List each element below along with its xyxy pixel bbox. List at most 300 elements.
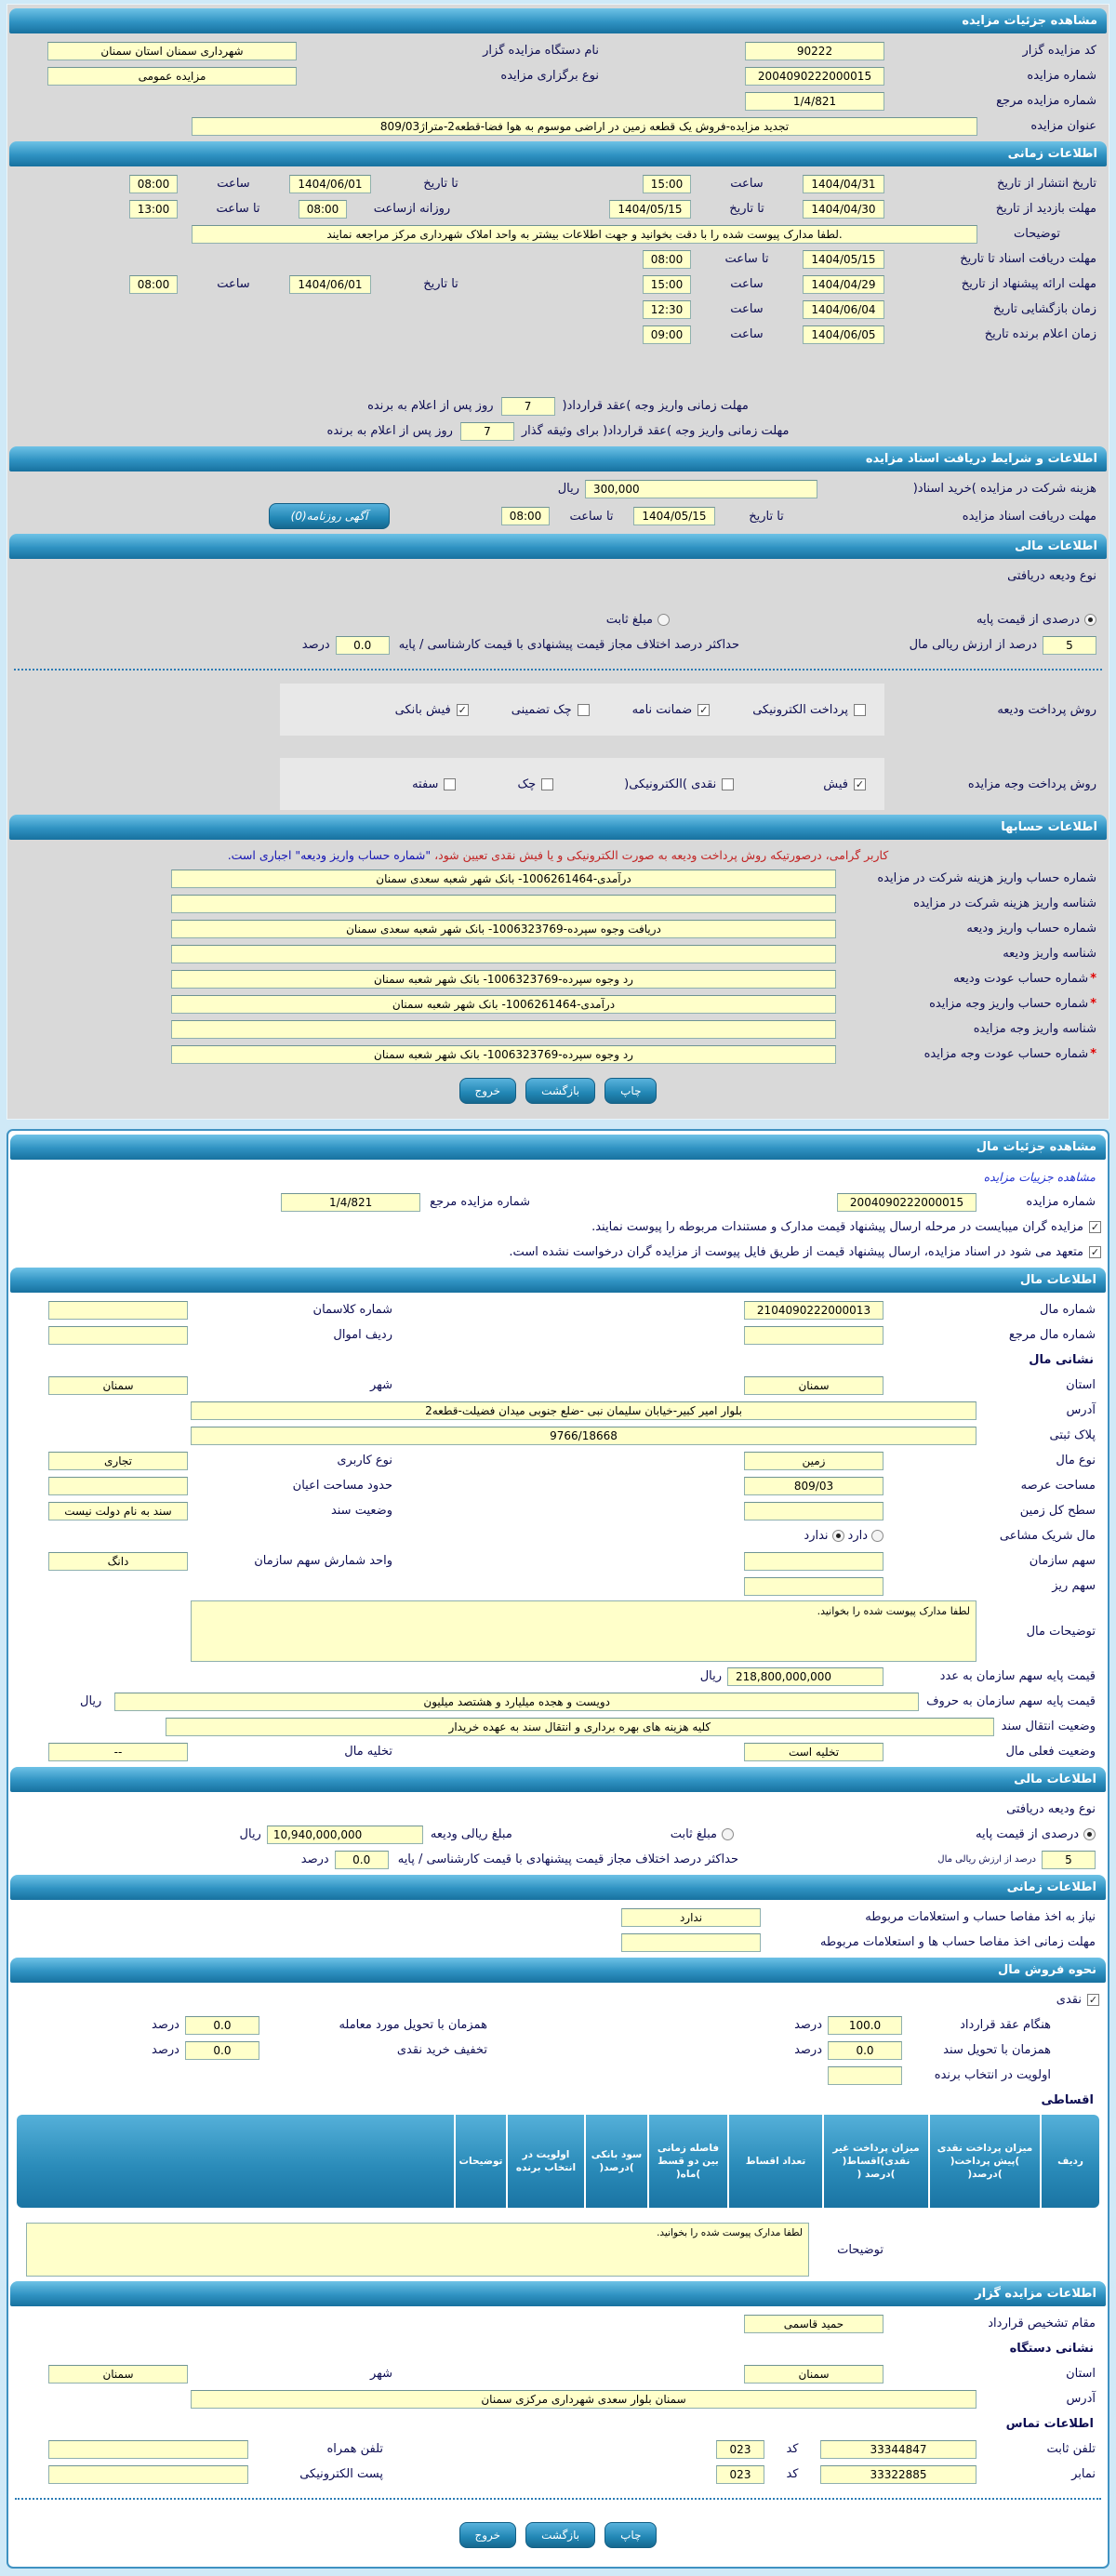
section-title: اطلاعات حسابها bbox=[1001, 820, 1097, 834]
electronic-payment-label: پرداخت الکترونیکی bbox=[752, 702, 848, 717]
org-pair bbox=[20, 42, 599, 60]
docs-receive-date[interactable] bbox=[633, 507, 715, 525]
docs-deadline-date[interactable] bbox=[803, 250, 884, 269]
mobile-input[interactable] bbox=[48, 2440, 248, 2459]
spacer bbox=[8, 737, 1108, 756]
fax-label: نمابر bbox=[1071, 2467, 1096, 2481]
section-title: مشاهده جزئیات مزایده bbox=[962, 14, 1097, 28]
class-number-input[interactable] bbox=[48, 1301, 188, 1320]
publish-to-pair bbox=[129, 175, 511, 193]
row-phone bbox=[9, 2437, 1107, 2462]
print-button[interactable]: چاپ bbox=[604, 1078, 657, 1104]
shared-owner-no-label: ندارد bbox=[804, 1529, 829, 1543]
row-shared-owner bbox=[9, 1523, 1107, 1548]
row-visit bbox=[8, 196, 1108, 221]
row-org-address bbox=[9, 2386, 1107, 2411]
clearance-deadline-label: مهلت زمانی اخذ مفاصا حساب ها و استعلامات مربوطه bbox=[819, 1935, 1096, 1949]
to-hour-label: تا ساعت bbox=[724, 252, 769, 266]
account-row bbox=[8, 891, 1108, 916]
max-diff-input[interactable] bbox=[336, 636, 390, 655]
hour-label: ساعت bbox=[730, 302, 764, 316]
section-header-accounts bbox=[9, 815, 1107, 840]
row-publish bbox=[8, 171, 1108, 196]
promissory-note-checkbox[interactable] bbox=[444, 778, 456, 790]
no-file-offer-text: متعهد می شود در اسناد مزایده، ارسال پیشنهاد قیمت از طریق فایل پیوست از مزایده گران درخواست نشده است. bbox=[509, 1245, 1083, 1259]
auction-type-input[interactable] bbox=[47, 67, 297, 86]
winner-announce-label: زمان اعلام برنده تاریخ bbox=[984, 327, 1096, 341]
fee-deposit-account-label: شماره حساب واریز هزینه شرکت در مزایده bbox=[877, 871, 1096, 885]
exit-button[interactable]: خروج bbox=[459, 1078, 517, 1104]
section-title: اطلاعات مال bbox=[1019, 1273, 1096, 1287]
cash-label: نقدی bbox=[1056, 1993, 1082, 2007]
auction-code-label: کد مزایده گزار bbox=[1022, 44, 1096, 58]
city-label: شهر bbox=[369, 1378, 392, 1392]
section-title: اطلاعات مزایده گزار bbox=[975, 2287, 1096, 2301]
max-diff-label: حداکثر درصد اختلاف مجاز قیمت پیشنهادی با قیمت کارشناسی / پایه bbox=[397, 1852, 738, 1866]
row-timing-desc bbox=[8, 221, 1108, 246]
attachment-required-checkbox[interactable]: ✓ bbox=[1090, 1221, 1100, 1233]
account-row bbox=[8, 966, 1108, 991]
row-sub-share bbox=[9, 1573, 1107, 1599]
fixed-amount-radio[interactable] bbox=[658, 614, 670, 626]
row-org-province-city bbox=[9, 2361, 1107, 2386]
evacuation-pair bbox=[20, 1743, 392, 1761]
row-participation-fee bbox=[8, 476, 1108, 501]
docs-deadline-time[interactable] bbox=[643, 250, 691, 269]
account-row bbox=[8, 1016, 1108, 1042]
accounts-notice-red: کاربر گرامی، درصورتیکه روش پرداخت ودیعه به صورت الکترونیکی و یا فیش نقدی تعیین شود، bbox=[431, 848, 889, 862]
check-checkbox[interactable] bbox=[541, 778, 553, 790]
org-name-input[interactable] bbox=[47, 42, 297, 60]
row-org-share bbox=[9, 1548, 1107, 1573]
auction-ref-input[interactable] bbox=[281, 1193, 420, 1212]
auction-payment-id-label: شناسه واریز وجه مزایده bbox=[973, 1022, 1096, 1036]
section-title: اطلاعات و شرایط دریافت اسناد مزایده bbox=[865, 452, 1097, 466]
secured-check-checkbox[interactable] bbox=[578, 704, 590, 716]
deposit-payment-method-label: روش پرداخت ودیعه bbox=[997, 702, 1096, 717]
cash-discount-pair bbox=[20, 2041, 487, 2060]
building-area-input[interactable] bbox=[48, 1477, 188, 1495]
deed-status-pair bbox=[20, 1502, 392, 1520]
fixed-amount-radio[interactable] bbox=[722, 1828, 734, 1840]
use-type-input[interactable] bbox=[48, 1452, 188, 1470]
row-auction-details-link bbox=[9, 1164, 1107, 1189]
payment-deadline-1-label: مهلت زمانی واریز وجه )عقد قرارداد( bbox=[562, 399, 749, 413]
clearance-need-label: نیاز به اخذ مفاصا حساب و استعلامات مربوطه bbox=[865, 1910, 1096, 1924]
contact-info-heading: اطلاعات تماس bbox=[1005, 2417, 1094, 2431]
section-header-auction-details bbox=[9, 8, 1107, 33]
sale-desc-label: توضیحات bbox=[837, 2242, 884, 2257]
hour-label: ساعت bbox=[217, 177, 250, 191]
auction-payment-id-input[interactable] bbox=[171, 1020, 836, 1039]
province-label: استان bbox=[1066, 2367, 1096, 2381]
at-contract-label: هنگام عقد قرارداد bbox=[960, 2018, 1051, 2032]
cash-checkbox[interactable]: ✓ bbox=[1088, 1994, 1098, 2006]
spacer bbox=[8, 589, 1108, 607]
max-diff-label: حداکثر درصد اختلاف مجاز قیمت پیشنهادی با قیمت کارشناسی / پایه bbox=[398, 638, 739, 652]
row-deposit-type-label-2 bbox=[9, 1797, 1107, 1822]
row-asset-ref bbox=[9, 1322, 1107, 1348]
percent-of-base-label: درصدی از قیمت پایه bbox=[976, 1827, 1079, 1841]
winner-priority-input[interactable] bbox=[828, 2066, 902, 2085]
class-number-pair bbox=[20, 1301, 392, 1320]
row-title bbox=[8, 113, 1108, 139]
clearance-need-input[interactable] bbox=[621, 1908, 761, 1927]
print-button[interactable]: چاپ bbox=[604, 2522, 657, 2548]
fee-deposit-id-label: شناسه واریز هزینه شرکت در مزایده bbox=[913, 896, 1096, 910]
sub-share-input[interactable] bbox=[744, 1577, 884, 1596]
auction-payment-method-label: روش پرداخت وجه مزایده bbox=[967, 777, 1096, 791]
row-code-org bbox=[8, 38, 1108, 63]
deposit-account-input[interactable] bbox=[171, 920, 836, 938]
row-docs-receive-deadline bbox=[8, 501, 1108, 531]
bottom-button-bar bbox=[9, 2511, 1107, 2554]
deposit-percent-label: درصد از ارزش ریالی مال bbox=[909, 638, 1037, 652]
cash-electronic-label: نقدی )الکترونیکی( bbox=[624, 777, 717, 791]
row-ref bbox=[8, 88, 1108, 113]
offer-from-date[interactable] bbox=[803, 275, 884, 294]
percent-label: درصد bbox=[152, 2018, 179, 2032]
on-delivery-input[interactable] bbox=[185, 2016, 259, 2035]
rial-label: ریال bbox=[557, 482, 579, 496]
section-title: مشاهده جزئیات مال bbox=[976, 1140, 1096, 1154]
days-after-winner-label: روز پس از اعلام به برنده bbox=[326, 424, 453, 438]
org-address-heading: نشانی دستگاه bbox=[1009, 2342, 1094, 2356]
publish-from-date[interactable] bbox=[803, 175, 884, 193]
fax-input[interactable] bbox=[820, 2465, 976, 2484]
visit-time-from[interactable] bbox=[299, 200, 347, 219]
auction-ref-label: شماره مزایده مرجع bbox=[996, 94, 1096, 108]
row-attachment-statement-2 bbox=[9, 1240, 1107, 1265]
rial-label: ریال bbox=[80, 1694, 102, 1708]
fixed-amount-label: مبلغ ثابت bbox=[670, 1827, 718, 1841]
publish-from-label: تاریخ انتشار از تاریخ bbox=[996, 177, 1096, 191]
auction-number-input[interactable] bbox=[745, 67, 884, 86]
on-deed-label: همزمان با تحویل سند bbox=[943, 2043, 1051, 2057]
bank-receipt-checkbox[interactable]: ✓ bbox=[458, 703, 467, 716]
row-cash bbox=[9, 1987, 1107, 2012]
deposit-return-account-label: *شماره حساب عودت ودیعه bbox=[953, 972, 1096, 986]
offer-to-time[interactable] bbox=[129, 275, 178, 294]
cash-discount-input[interactable] bbox=[185, 2041, 259, 2060]
col-notes: توضیحات bbox=[456, 2115, 506, 2208]
timing-desc-label: توضیحات bbox=[1014, 227, 1060, 241]
percent-label: درصد bbox=[794, 2043, 822, 2057]
deposit-percent-input[interactable] bbox=[1042, 1851, 1096, 1869]
auction-details-link[interactable]: مشاهده جزییات مزایده bbox=[983, 1170, 1096, 1184]
row-fax bbox=[9, 2462, 1107, 2487]
rial-label: ریال bbox=[699, 1669, 722, 1683]
check-label: چک bbox=[517, 777, 537, 791]
publish-to-date[interactable] bbox=[289, 175, 371, 193]
fax-code-input[interactable] bbox=[716, 2465, 764, 2484]
auction-return-account-input[interactable] bbox=[171, 1045, 836, 1064]
base-price-words-input[interactable] bbox=[114, 1693, 919, 1711]
opening-label: زمان بازگشایی تاریخ bbox=[993, 302, 1096, 316]
section-title: اطلاعات مالی bbox=[1014, 1773, 1096, 1786]
rial-label: ریال bbox=[239, 1827, 261, 1841]
electronic-payment-checkbox[interactable] bbox=[854, 704, 866, 716]
asset-ref-input[interactable] bbox=[744, 1326, 884, 1345]
publish-to-time[interactable] bbox=[129, 175, 178, 193]
asset-desc-label: توضیحات مال bbox=[1026, 1624, 1096, 1639]
contract-authority-input[interactable] bbox=[744, 2315, 884, 2333]
payment-deadline-2-input[interactable] bbox=[460, 422, 514, 441]
no-file-offer-checkbox[interactable]: ✓ bbox=[1090, 1246, 1100, 1258]
evacuation-label: تخلیه مال bbox=[344, 1745, 392, 1759]
deed-status-label: وضعیت سند bbox=[330, 1504, 392, 1518]
class-number-label: شماره کلاسمان bbox=[312, 1303, 392, 1317]
org-share-input[interactable] bbox=[744, 1552, 884, 1571]
shared-owner-yes-radio[interactable] bbox=[871, 1530, 884, 1542]
asset-number-input[interactable] bbox=[744, 1301, 884, 1320]
days-after-winner-label: روز پس از اعلام به برنده bbox=[367, 399, 494, 413]
share-unit-input[interactable] bbox=[48, 1552, 188, 1571]
section-header-auctioneer bbox=[10, 2281, 1106, 2306]
cash-discount-label: تخفیف خرید نقدی bbox=[396, 2043, 487, 2057]
row-clearance-need bbox=[9, 1905, 1107, 1930]
phone-input[interactable] bbox=[820, 2440, 976, 2459]
row-winner-announce bbox=[8, 322, 1108, 347]
opening-time[interactable] bbox=[643, 300, 691, 319]
guarantee-letter-label: ضمانت نامه bbox=[631, 702, 693, 717]
winner-announce-time[interactable] bbox=[643, 325, 691, 344]
base-price-number-label: قیمت پایه سهم سازمان به عدد bbox=[939, 1669, 1096, 1683]
row-deposit-percent-2 bbox=[9, 1847, 1107, 1872]
province-input[interactable] bbox=[744, 1376, 884, 1395]
back-button[interactable]: بازگشت bbox=[525, 1078, 595, 1104]
row-clearance-deadline bbox=[9, 1930, 1107, 1955]
deed-status-input[interactable] bbox=[48, 1502, 188, 1520]
asset-desc-textarea[interactable]: لطفا مدارک پیوست شده را بخوانید. bbox=[191, 1600, 976, 1662]
section-header-timing-2 bbox=[10, 1875, 1106, 1900]
type-pair bbox=[20, 67, 599, 86]
section-header-financial-2 bbox=[10, 1767, 1106, 1792]
visit-time-to[interactable] bbox=[129, 200, 178, 219]
docs-receive-time[interactable] bbox=[501, 507, 550, 525]
fee-deposit-id-input[interactable] bbox=[171, 895, 836, 913]
exit-button[interactable]: خروج bbox=[459, 2522, 517, 2548]
clearance-deadline-input[interactable] bbox=[621, 1933, 761, 1952]
section-header-financial-1 bbox=[9, 534, 1107, 559]
deposit-amount-input[interactable] bbox=[267, 1826, 423, 1844]
installments-heading: اقساطی bbox=[1041, 2093, 1094, 2107]
shared-owner-label: مال شریک مشاعی bbox=[999, 1529, 1096, 1543]
area-code-label: کد bbox=[786, 2442, 799, 2456]
row-deposit-percent bbox=[8, 632, 1108, 657]
dotted-divider bbox=[15, 2498, 1101, 2500]
plate-label: پلاک ثبتی bbox=[1049, 1428, 1096, 1442]
percent-label: درصد bbox=[301, 638, 330, 652]
middle-button-bar bbox=[8, 1067, 1108, 1109]
account-row bbox=[8, 991, 1108, 1016]
auction-ref-input[interactable] bbox=[745, 92, 884, 111]
section-header-sale-method bbox=[10, 1958, 1106, 1983]
row-winner-priority bbox=[9, 2063, 1107, 2088]
auction-ref-label: شماره مزایده مرجع bbox=[430, 1195, 530, 1209]
auction-title-input[interactable] bbox=[192, 117, 977, 136]
asset-row-input[interactable] bbox=[48, 1326, 188, 1345]
total-land-input[interactable] bbox=[744, 1502, 884, 1520]
visit-from-date[interactable] bbox=[803, 200, 884, 219]
shared-owner-no-radio[interactable] bbox=[832, 1530, 844, 1542]
row-payment-deadline-2 bbox=[8, 418, 1108, 444]
guarantee-letter-checkbox[interactable]: ✓ bbox=[699, 703, 709, 716]
row-opening bbox=[8, 297, 1108, 322]
area-code-label: کد bbox=[786, 2467, 799, 2481]
auction-payment-account-input[interactable] bbox=[171, 995, 836, 1014]
email-input[interactable] bbox=[48, 2465, 248, 2484]
row-docs-deadline bbox=[8, 246, 1108, 272]
share-unit-pair bbox=[20, 1552, 392, 1571]
account-row bbox=[8, 941, 1108, 966]
receipt-checkbox[interactable]: ✓ bbox=[855, 777, 865, 790]
building-area-label: حدود مساحت اعیان bbox=[292, 1479, 392, 1493]
auction-number-label: شماره مزایده bbox=[1027, 69, 1096, 83]
address-input[interactable] bbox=[191, 1401, 976, 1420]
asset-details-panel bbox=[7, 1129, 1109, 2569]
current-status-label: وضعیت فعلی مال bbox=[1005, 1745, 1096, 1759]
asset-type-label: نوع مال bbox=[1056, 1454, 1096, 1467]
percent-of-base-label: درصدی از قیمت پایه bbox=[976, 613, 1080, 627]
col-installment-count: تعداد اقساط bbox=[729, 2115, 822, 2208]
city-input[interactable] bbox=[48, 1376, 188, 1395]
deposit-percent-input[interactable] bbox=[1043, 636, 1096, 655]
spacer bbox=[9, 2210, 1107, 2221]
total-land-label: سطح کل زمین bbox=[1019, 1504, 1096, 1518]
phone-code-input[interactable] bbox=[716, 2440, 764, 2459]
daily-from-label: روزانه ازساعت bbox=[373, 202, 451, 216]
deposit-id-input[interactable] bbox=[171, 945, 836, 963]
opening-date[interactable] bbox=[803, 300, 884, 319]
deposit-percent-label: درصد از ارزش ریالی مال bbox=[937, 1854, 1036, 1865]
required-star: * bbox=[1090, 1047, 1096, 1061]
back-button[interactable]: بازگشت bbox=[525, 2522, 595, 2548]
row-auction-payment-method bbox=[8, 756, 1108, 812]
province-input[interactable] bbox=[744, 2365, 884, 2383]
on-delivery-label: همزمان با تحویل مورد معامله bbox=[339, 2018, 487, 2032]
evacuation-input[interactable] bbox=[48, 1743, 188, 1761]
newspaper-ad-button[interactable]: آگهی روزنامه(0) bbox=[269, 503, 390, 529]
visit-to-date[interactable] bbox=[609, 200, 691, 219]
percent-of-base-radio[interactable] bbox=[1083, 1828, 1096, 1840]
row-address bbox=[9, 1398, 1107, 1423]
city-input[interactable] bbox=[48, 2365, 188, 2383]
deed-transfer-input[interactable] bbox=[166, 1718, 994, 1736]
col-row-number: ردیف bbox=[1042, 2115, 1099, 2208]
row-auction-number-ref bbox=[9, 1189, 1107, 1215]
col-noncash-installment-percent: میزان پرداخت غیر نقدی)اقساط( )درصد ( bbox=[824, 2115, 928, 2208]
winner-priority-label: اولویت در انتخاب برنده bbox=[934, 2068, 1051, 2082]
base-price-number-input[interactable] bbox=[727, 1667, 884, 1686]
participation-fee-input[interactable] bbox=[585, 480, 817, 498]
share-unit-label: واحد شمارش سهم سازمان bbox=[254, 1554, 392, 1568]
row-base-price-number bbox=[9, 1664, 1107, 1689]
row-attachment-statement-1 bbox=[9, 1215, 1107, 1240]
row-number-type bbox=[8, 63, 1108, 88]
max-diff-input[interactable] bbox=[335, 1851, 389, 1869]
row-asset-desc bbox=[9, 1599, 1107, 1664]
row-deed-transfer bbox=[9, 1714, 1107, 1739]
auction-details-panel bbox=[7, 4, 1109, 1120]
asset-address-heading: نشانی مال bbox=[1029, 1353, 1094, 1367]
secured-check-label: چک تضمینی bbox=[511, 702, 572, 717]
base-price-words-label: قیمت پایه سهم سازمان به حروف bbox=[926, 1694, 1096, 1708]
row-payment-deadline-1 bbox=[8, 393, 1108, 418]
auction-payment-options bbox=[280, 758, 884, 810]
asset-ref-label: شماره مال مرجع bbox=[1008, 1328, 1096, 1342]
auction-code-input[interactable] bbox=[745, 42, 884, 60]
percent-of-base-radio[interactable] bbox=[1084, 614, 1096, 626]
visit-from-label: مهلت بازدید از تاریخ bbox=[995, 202, 1096, 216]
on-deed-input[interactable] bbox=[828, 2041, 902, 2060]
to-hour-label: تا ساعت bbox=[216, 202, 260, 216]
to-date-label: تا تاریخ bbox=[729, 202, 764, 216]
col-winner-priority: اولویت در انتخاب برنده bbox=[508, 2115, 584, 2208]
phone-label: تلفن ثابت bbox=[1046, 2442, 1096, 2456]
section-header-timing bbox=[9, 141, 1107, 166]
row-asset-number bbox=[9, 1297, 1107, 1322]
winner-announce-date[interactable] bbox=[803, 325, 884, 344]
at-contract-input[interactable] bbox=[828, 2016, 902, 2035]
org-address-input[interactable] bbox=[191, 2390, 976, 2409]
section-title: نحوه فروش مال bbox=[998, 1963, 1096, 1977]
row-offer bbox=[8, 272, 1108, 297]
auction-return-account-label: *شماره حساب عودت وجه مزایده bbox=[923, 1047, 1096, 1061]
land-area-input[interactable] bbox=[744, 1477, 884, 1495]
row-current-status bbox=[9, 1739, 1107, 1764]
col-blank bbox=[17, 2115, 454, 2208]
cash-electronic-checkbox[interactable] bbox=[722, 778, 734, 790]
timing-desc-input[interactable] bbox=[192, 225, 977, 244]
publish-from-time[interactable] bbox=[643, 175, 691, 193]
offer-from-label: مهلت ارائه پیشنهاد از تاریخ bbox=[961, 277, 1096, 291]
payment-deadline-1-input[interactable] bbox=[501, 397, 555, 416]
row-contract-authority bbox=[9, 2311, 1107, 2336]
city-label: شهر bbox=[369, 2367, 392, 2381]
building-area-pair bbox=[20, 1477, 392, 1495]
province-label: استان bbox=[1066, 1378, 1096, 1392]
deposit-return-account-input[interactable] bbox=[171, 970, 836, 989]
sale-desc-textarea[interactable]: لطفا مدارک پیوست شده را بخوانید. bbox=[26, 2223, 809, 2277]
col-installment-interval: فاصله زمانی بین دو قسط )ماه( bbox=[649, 2115, 727, 2208]
auction-number-input[interactable] bbox=[837, 1193, 976, 1212]
offer-from-time[interactable] bbox=[643, 275, 691, 294]
org-share-label: سهم سازمان bbox=[1029, 1554, 1096, 1568]
deposit-id-label: شناسه واریز ودیعه bbox=[1003, 947, 1096, 961]
required-star: * bbox=[1090, 997, 1096, 1011]
deposit-type-label: نوع ودیعه دریافتی bbox=[1007, 569, 1096, 583]
sub-share-label: سهم ریز bbox=[1052, 1579, 1096, 1593]
current-status-input[interactable] bbox=[744, 1743, 884, 1761]
row-cash-terms-1 bbox=[9, 2012, 1107, 2038]
city-pair bbox=[20, 1376, 392, 1395]
fixed-amount-label: مبلغ ثابت bbox=[605, 613, 654, 627]
row-base-price-words bbox=[9, 1689, 1107, 1714]
fee-deposit-account-input[interactable] bbox=[171, 870, 836, 888]
row-plate bbox=[9, 1423, 1107, 1448]
plate-input[interactable] bbox=[191, 1427, 976, 1445]
email-label: پست الکترونیکی bbox=[299, 2467, 383, 2481]
auction-number-label: شماره مزایده bbox=[1026, 1195, 1096, 1209]
on-delivery-pair bbox=[20, 2016, 487, 2035]
offer-to-date[interactable] bbox=[289, 275, 371, 294]
contract-authority-label: مقام تشخیص قرارداد bbox=[988, 2317, 1096, 2330]
address-label: آدرس bbox=[1066, 1403, 1096, 1417]
account-row bbox=[8, 1042, 1108, 1067]
asset-type-input[interactable] bbox=[744, 1452, 884, 1470]
use-type-label: نوع کاربری bbox=[337, 1454, 392, 1467]
